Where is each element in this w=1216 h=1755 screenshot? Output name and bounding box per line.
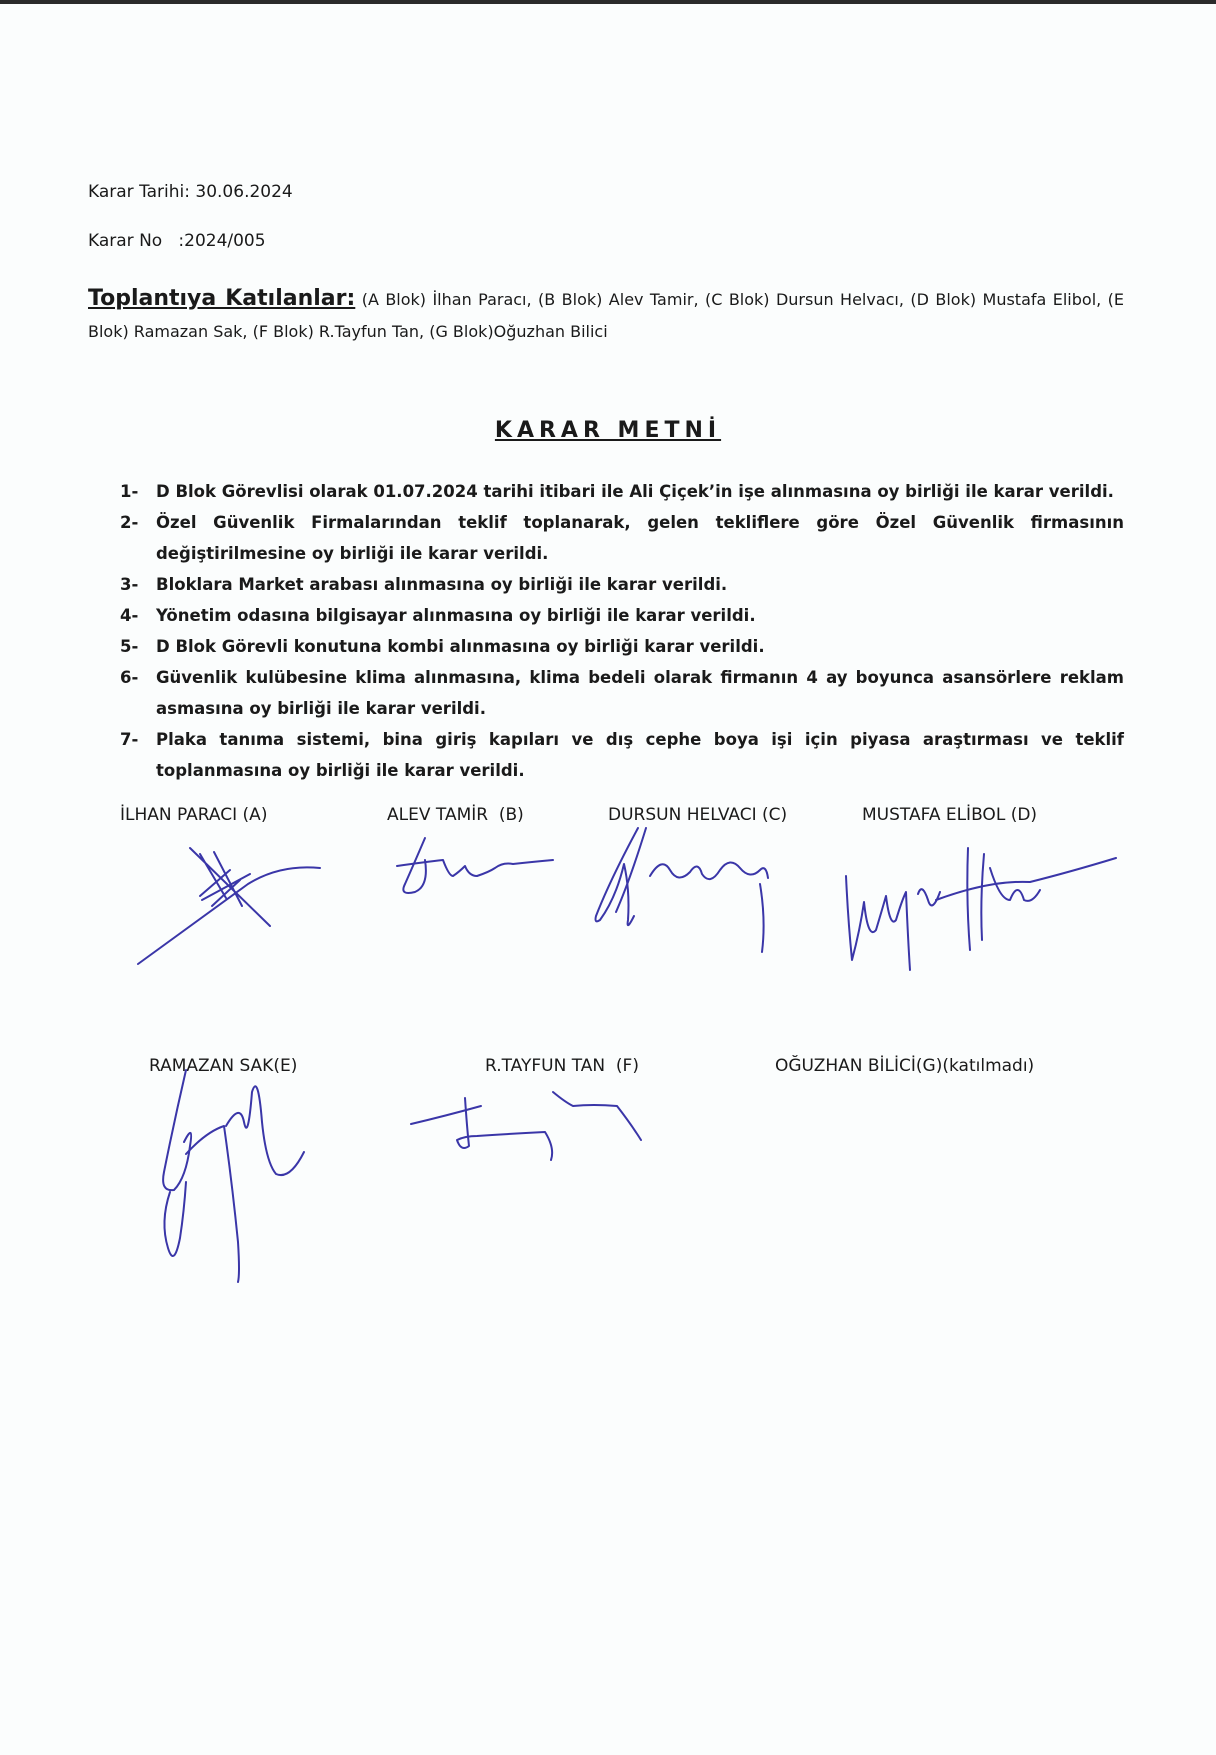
signatory-f-label: R.TAYFUN TAN (F) bbox=[485, 1056, 639, 1076]
decision-list bbox=[120, 476, 1124, 786]
decision-text: Yönetim odasına bilgisayar alınmasına oy birliği ile karar verildi. bbox=[156, 606, 756, 625]
decision-item bbox=[120, 724, 1124, 786]
signatory-e-label: RAMAZAN SAK(E) bbox=[149, 1056, 298, 1076]
decision-item bbox=[120, 476, 1124, 507]
attendees-paragraph bbox=[88, 283, 1124, 348]
signatory-a-label: İLHAN PARACI (A) bbox=[120, 805, 268, 825]
signature-e-drawing bbox=[150, 1062, 320, 1284]
decision-title-text: KARAR METNİ bbox=[494, 418, 722, 443]
attendees-list: (A Blok) İlhan Paracı, (B Blok) Alev Tamir, (C Blok) Dursun Helvacı, (D Blok) Mustafa Elibol, (E Blok) Ramazan Sak, (F Blok) R.Tayfun Tan, (G Blok)Oğuzhan Bilici bbox=[88, 290, 1124, 341]
signature-a-drawing bbox=[130, 840, 330, 970]
signature-c-drawing bbox=[590, 820, 790, 956]
decision-text: Özel Güvenlik Firmalarından teklif toplanarak, gelen tekliflere göre Özel Güvenlik firmasının değiştirilmesine oy birliği ile karar verildi. bbox=[156, 513, 1124, 563]
signatory-d-label: MUSTAFA ELİBOL (D) bbox=[862, 805, 1038, 825]
decision-date: Karar Tarihi: 30.06.2024 bbox=[88, 182, 293, 202]
decision-item bbox=[120, 569, 1124, 600]
decision-number-label: 6- bbox=[120, 668, 139, 687]
decision-number-label: 7- bbox=[120, 730, 139, 749]
decision-number-label: 1- bbox=[120, 482, 139, 501]
decision-item bbox=[120, 507, 1124, 569]
signatory-b-label: ALEV TAMİR (B) bbox=[387, 805, 524, 825]
signatory-g-label: OĞUZHAN BİLİCİ(G)(katılmadı) bbox=[775, 1056, 1035, 1076]
signature-d-drawing bbox=[840, 840, 1120, 976]
decision-number: Karar No :2024/005 bbox=[88, 231, 266, 251]
decision-text: Bloklara Market arabası alınmasına oy birliği ile karar verildi. bbox=[156, 575, 728, 594]
decision-text: D Blok Görevli konutuna kombi alınmasına oy birliği karar verildi. bbox=[156, 637, 765, 656]
decision-text: D Blok Görevlisi olarak 01.07.2024 tarihi itibari ile Ali Çiçek’in işe alınmasına oy birliği ile karar verildi. bbox=[156, 482, 1114, 501]
signature-b-drawing bbox=[395, 832, 555, 898]
decision-number-label: 2- bbox=[120, 513, 139, 532]
decision-item bbox=[120, 631, 1124, 662]
decision-number-label: 3- bbox=[120, 575, 139, 594]
decision-item bbox=[120, 662, 1124, 724]
signatory-c-label: DURSUN HELVACI (C) bbox=[608, 805, 788, 825]
decision-title bbox=[0, 418, 1216, 443]
attendees-heading: Toplantıya Katılanlar: bbox=[88, 286, 356, 311]
decision-text: Güvenlik kulübesine klima alınmasına, klima bedeli olarak firmanın 4 ay boyunca asansörlere reklam asmasına oy birliği ile karar verildi. bbox=[156, 668, 1124, 718]
decision-number-label: 5- bbox=[120, 637, 139, 656]
decision-number-label: 4- bbox=[120, 606, 139, 625]
signature-f-drawing bbox=[405, 1088, 645, 1172]
decision-text: Plaka tanıma sistemi, bina giriş kapıları ve dış cephe boya işi için piyasa araştırması ve teklif toplanmasına oy birliği ile karar verildi. bbox=[156, 730, 1124, 780]
decision-item bbox=[120, 600, 1124, 631]
